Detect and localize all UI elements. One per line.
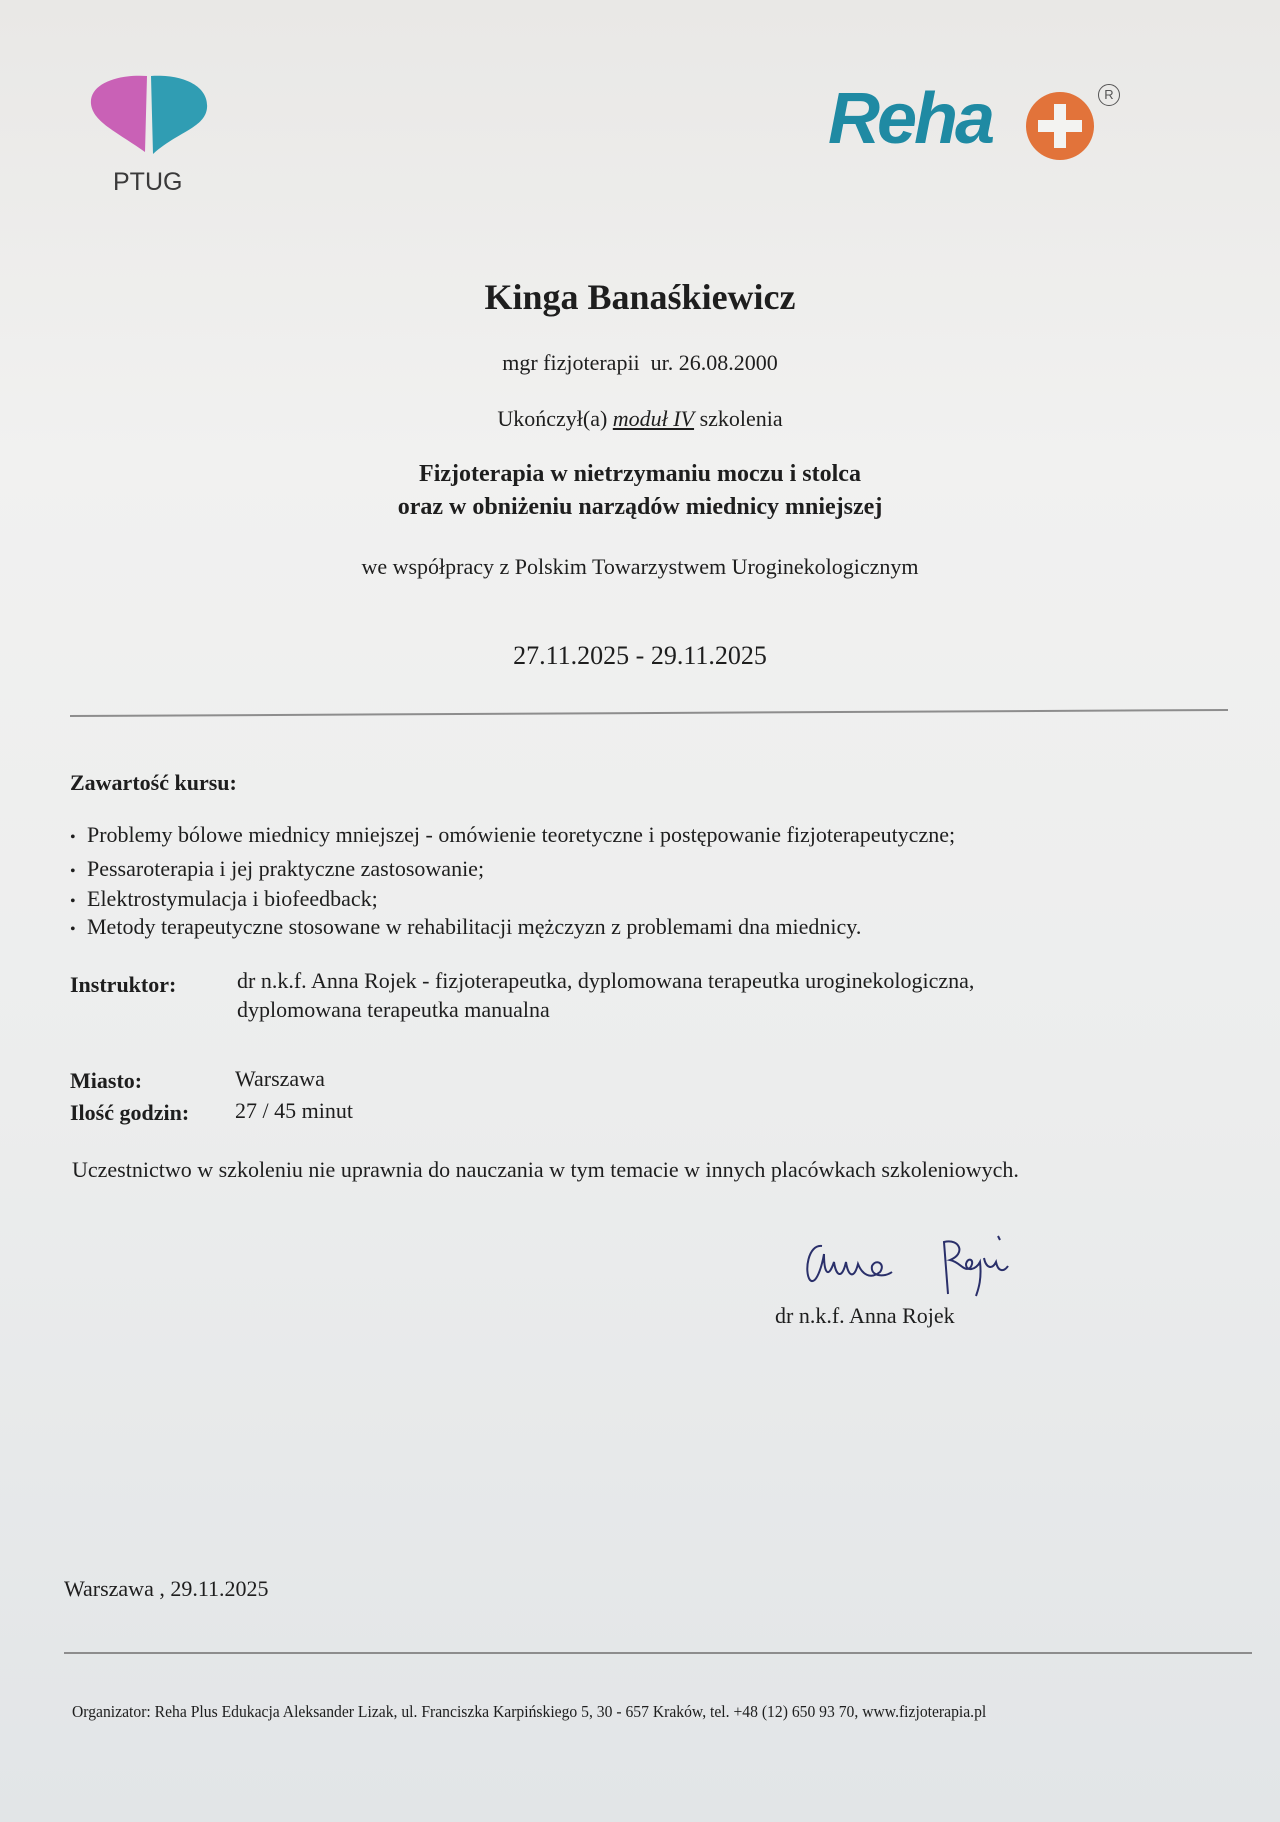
signature [800,1232,1025,1298]
content-item: • Elektrostymulacja i biofeedback; [70,886,378,912]
reha-logo-text: Reha [828,79,993,159]
recipient-name: Kinga Banaśkiewicz [484,277,796,317]
content-heading: Zawartość kursu: [70,770,237,795]
course-dates: 27.11.2025 - 29.11.2025 [513,641,767,670]
ptug-logo-mark [87,74,211,174]
completed-prefix: Ukończył(a) [497,406,608,431]
content-item: • Problemy bólowe miednicy mniejszej - omówienie teoretyczne i postępowanie fizjoterapeutyczne; [70,822,955,848]
registered-icon: R [1098,84,1120,106]
footer-organizer: Organizator: Reha Plus Edukacja Aleksander Lizak, ul. Franciszka Karpińskiego 5, 30 - 657 Kraków, tel. +48 (12) 650 93 70, www.fizjoterapia.pl [72,1702,987,1721]
content-item: • Pessaroterapia i jej praktyczne zastosowanie; [70,856,484,882]
instructor-line2: dyplomowana terapeutka manualna [237,997,550,1022]
course-title-line1: Fizjoterapia w nietrzymaniu moczu i stolca [419,461,861,487]
signatory-name: dr n.k.f. Anna Rojek [775,1303,955,1328]
instructor-line1: dr n.k.f. Anna Rojek - fizjoterapeutka, dyplomowana terapeutka uroginekologiczna, [237,968,975,993]
cooperation-line: we współpracy z Polskim Towarzystwem Uroginekologicznym [361,554,919,579]
module: moduł IV [612,406,695,431]
completion-line [0,406,1280,432]
notice: Uczestnictwo w szkoleniu nie uprawnia do nauczania w tym temacie w innych placówkach szkoleniowych. [72,1157,1019,1182]
city-label: Miasto: [70,1068,143,1093]
completed-suffix: szkolenia [699,406,783,431]
hours-label: Ilość godzin: [70,1100,190,1125]
place-date: Warszawa , 29.11.2025 [64,1576,269,1601]
instructor-label: Instruktor: [70,972,177,997]
hours-value: 27 / 45 minut [235,1098,353,1123]
ptug-logo [87,74,211,198]
ptug-logo-text: PTUG [113,168,183,196]
divider [70,709,1228,717]
reha-plus-logo [828,78,1128,168]
footer-divider [64,1652,1252,1654]
content-item: • Metody terapeutyczne stosowane w rehabilitacji mężczyzn z problemami dna miednicy. [70,914,861,940]
degree-line: mgr fizjoterapii ur. 26.08.2000 [502,350,778,375]
plus-icon [1026,92,1094,160]
city-value: Warszawa [235,1066,325,1091]
course-title-line2: oraz w obniżeniu narządów miednicy mniejszej [397,494,883,520]
